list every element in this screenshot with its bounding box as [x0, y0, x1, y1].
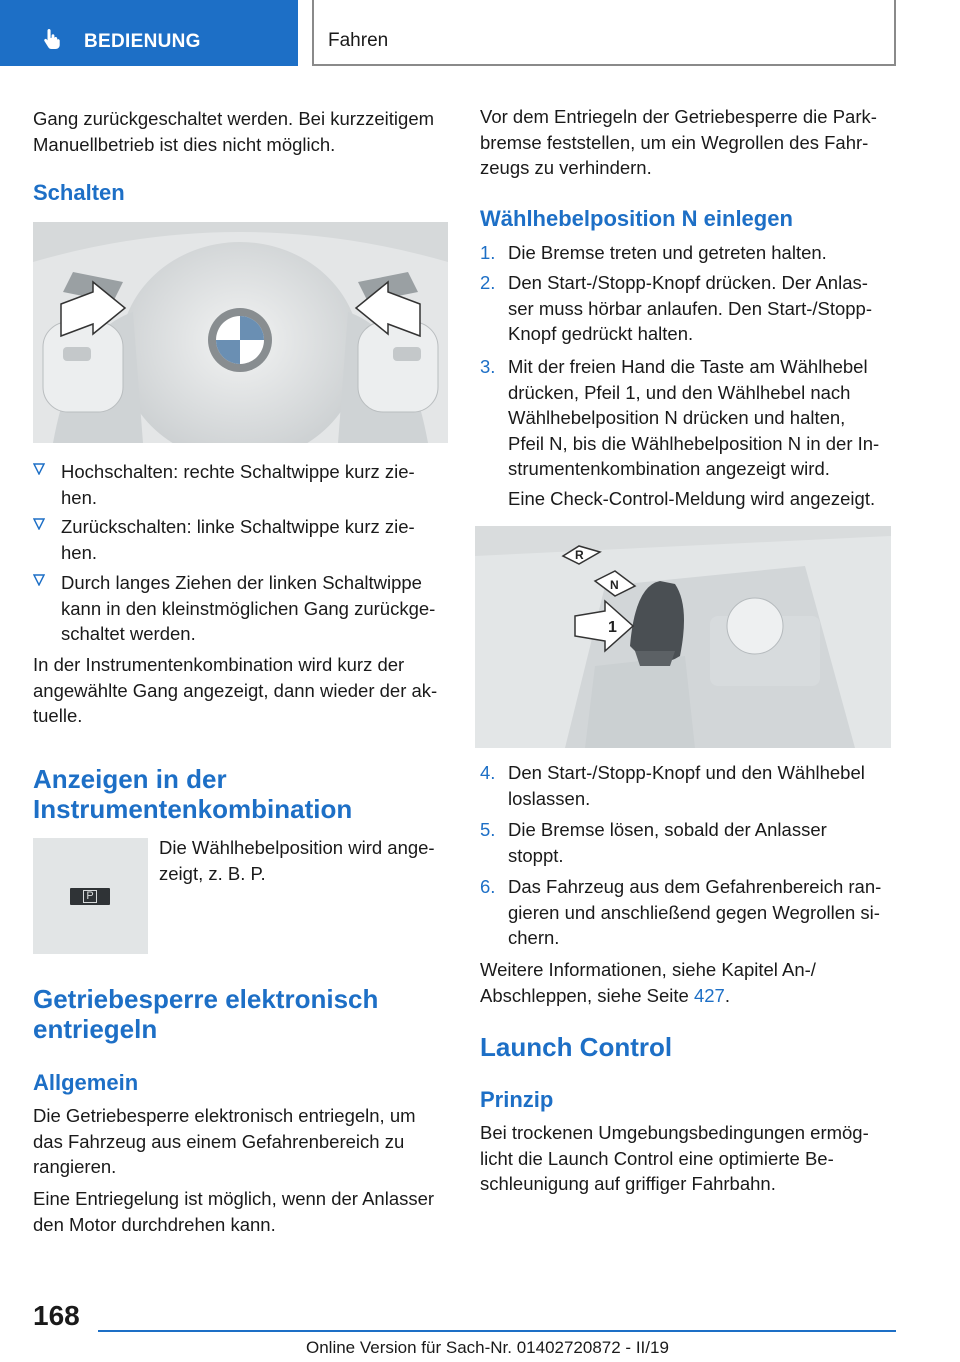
text-line: rangieren. — [33, 1156, 117, 1177]
text-line: chern. — [508, 927, 560, 948]
getriebe-heading — [33, 984, 378, 1044]
step-number: 1. — [480, 242, 496, 263]
text-line: Durch langes Ziehen der linken Schaltwippe — [61, 572, 422, 593]
waehlhebel-heading: Wählhebelposition N einlegen — [480, 206, 793, 231]
prinzip-text — [480, 1120, 869, 1197]
check-control-text: Eine Check-Control-Meldung wird angezeigt. — [508, 488, 876, 509]
heading-line: Anzeigen in der — [33, 764, 227, 794]
footer-version-text: Online Version für Sach-Nr. 01402720872 - II/19 — [306, 1338, 669, 1357]
step-number: 3. — [480, 356, 496, 377]
section-label: BEDIENUNG — [84, 31, 201, 52]
gear-label-n: N — [610, 578, 619, 592]
step-number: 4. — [480, 762, 496, 783]
text-line: strumentenkombination angezeigt wird. — [508, 458, 830, 479]
chapter-label: Fahren — [328, 30, 389, 51]
text-line: Die Bremse lösen, sobald der Anlasser — [508, 819, 827, 840]
steering-wheel-image — [33, 222, 448, 443]
heading-line: Instrumentenkombination — [33, 794, 353, 824]
anzeigen-heading — [33, 764, 352, 824]
text-line: Gang zurückgeschaltet werden. Bei kurzzeitigem — [33, 108, 435, 129]
entriegelung-text — [33, 1186, 434, 1237]
text-line: kann in den kleinstmöglichen Gang zurückge- — [61, 597, 436, 619]
allgemein-text — [33, 1103, 416, 1180]
step-number: 5. — [480, 819, 496, 840]
text-line: angewählte Gang angezeigt, dann wieder der ak- — [33, 679, 438, 701]
text-line: Manuellbetrieb ist dies nicht möglich. — [33, 133, 336, 155]
text-line: zeugs zu verhindern. — [480, 157, 652, 178]
text-fragment: Abschleppen, siehe Seite — [480, 984, 694, 1006]
allgemein-heading: Allgemein — [33, 1070, 139, 1095]
text-line — [480, 983, 816, 1009]
text-line: tuelle. — [33, 705, 83, 726]
text-line: das Fahrzeug aus einem Gefahrenbereich zu — [33, 1130, 405, 1152]
text-fragment: . — [724, 984, 730, 1006]
gear-display-image — [33, 838, 148, 954]
triangle-bullet-icon — [33, 463, 45, 475]
schalten-heading: Schalten — [33, 180, 125, 205]
weitere-text — [480, 957, 816, 1008]
text-line: licht die Launch Control eine optimierte Be- — [480, 1147, 834, 1169]
step-item — [480, 760, 896, 812]
triangle-bullet-icon — [33, 574, 45, 586]
anzeigen-text — [159, 835, 435, 886]
step-item — [480, 874, 896, 952]
gear-label-one: 1 — [608, 619, 617, 636]
step-number: 2. — [480, 272, 496, 293]
text-line: den Motor durchdrehen kann. — [33, 1213, 276, 1235]
page-link[interactable]: 427 — [693, 984, 725, 1006]
gear-label-r: R — [575, 548, 584, 562]
text-line: ser muss hörbar anlaufen. Den Start-/Stopp- — [508, 297, 873, 319]
text-line: stoppt. — [508, 844, 564, 866]
step-item — [480, 817, 896, 869]
text-line: Die Bremse treten und getreten halten. — [508, 242, 827, 263]
page-number: 168 — [33, 1300, 80, 1331]
text-line: Zurückschalten: linke Schaltwippe kurz zie- — [61, 516, 415, 537]
text-line: Vor dem Entriegeln der Getriebesperre die Park- — [480, 106, 877, 127]
text-line: zeigt, z. B. P. — [159, 862, 266, 884]
page-header — [0, 0, 960, 66]
text-line: Das Fahrzeug aus dem Gefahrenbereich ran- — [508, 876, 882, 897]
intro-text — [33, 106, 434, 157]
prinzip-heading: Prinzip — [480, 1087, 554, 1112]
text-line: Weitere Informationen, siehe Kapitel An-/ — [480, 959, 816, 980]
text-line: In der Instrumentenkombination wird kurz der — [33, 654, 405, 675]
text-line: schaltet werden. — [61, 623, 196, 644]
gear-selector-image — [475, 526, 891, 748]
step-item — [480, 240, 896, 266]
chapter-tab[interactable] — [312, 0, 896, 66]
heading-line: entriegeln — [33, 1014, 158, 1044]
footer-divider — [98, 1330, 896, 1332]
text-line: schleunigung auf griffiger Fahrbahn. — [480, 1173, 776, 1194]
bullet-item — [33, 459, 449, 511]
text-line: Die Wählhebelposition wird ange- — [159, 837, 435, 858]
text-line: loslassen. — [508, 787, 591, 809]
hand-pointer-icon — [40, 27, 64, 51]
text-line: Den Start-/Stopp-Knopf und den Wählhebel — [508, 762, 865, 783]
launch-control-heading: Launch Control — [480, 1032, 673, 1062]
text-line: Wählhebelposition N drücken und halten, — [508, 407, 846, 428]
text-line: Bei trockenen Umgebungsbedingungen ermög- — [480, 1122, 869, 1143]
text-line: drücken, Pfeil 1, und den Wählhebel nach — [508, 381, 851, 403]
instrument-text — [33, 652, 437, 729]
step-item — [480, 354, 896, 484]
bullet-item — [33, 570, 449, 648]
vor-text — [480, 104, 877, 181]
steering-wheel-illustration — [33, 222, 448, 443]
text-line: Knopf gedrückt halten. — [508, 323, 694, 344]
bullet-item — [33, 514, 449, 566]
triangle-bullet-icon — [33, 518, 45, 530]
text-line: hen. — [61, 486, 98, 508]
gear-selector-illustration — [475, 526, 891, 748]
heading-line: Getriebesperre elektronisch — [33, 984, 379, 1014]
text-line: Eine Entriegelung ist möglich, wenn der Anlasser — [33, 1188, 435, 1209]
text-line: Pfeil N, bis die Wählhebelposition N in der In- — [508, 432, 880, 454]
text-line: Hochschalten: rechte Schaltwippe kurz zie- — [61, 461, 415, 482]
gear-letter: P — [83, 890, 97, 903]
text-line: Den Start-/Stopp-Knopf drücken. Der Anlas- — [508, 272, 868, 293]
section-tab[interactable] — [0, 0, 298, 66]
gear-display-box — [70, 888, 110, 905]
text-line: Die Getriebesperre elektronisch entriegeln, um — [33, 1105, 416, 1126]
text-line: bremse feststellen, um ein Wegrollen des Fahr- — [480, 131, 869, 153]
text-line: hen. — [61, 541, 98, 563]
step-number: 6. — [480, 876, 496, 897]
step-item — [480, 270, 896, 348]
text-line: gieren und anschließend gegen Wegrollen si- — [508, 901, 880, 923]
text-line: Mit der freien Hand die Taste am Wählhebel — [508, 356, 868, 377]
